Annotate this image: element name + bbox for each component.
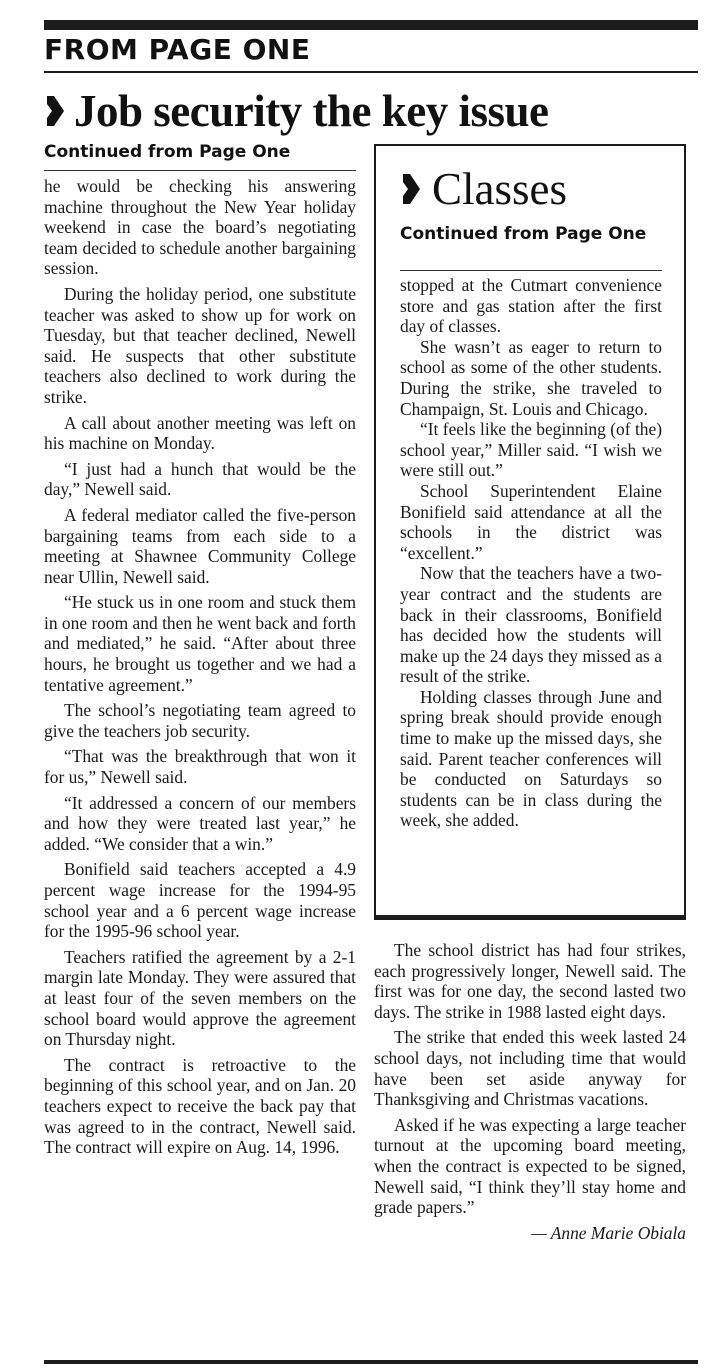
article-paragraph: The school district has had four strikes, each progressively longer, Newell said. The first was for one day, the second lasted two days. The strike in 1988 lasted eight days.	[374, 940, 686, 1022]
article-paragraph: “I just had a hunch that would be the day,” Newell said.	[44, 458, 356, 500]
article-paragraph: She wasn’t as eager to return to school as some of the other students. During the strike, she traveled to Champaign, St. Louis and Chicago.	[400, 336, 662, 419]
sidebar-headline	[400, 160, 567, 220]
byline: — Anne Marie Obiala	[531, 1222, 686, 1243]
article-paragraph: Holding classes through June and spring break should provide enough time to make up the missed days, she said. Parent teacher conferences will be conducted on Saturdays so students can be in class during the week, she added.	[400, 686, 662, 831]
main-continued-label: Continued from Page One	[44, 142, 291, 162]
article-paragraph: “It feels like the beginning (of the) school year,” Miller said. “I wish we were still out.”	[400, 419, 662, 481]
article-paragraph: “It addressed a concern of our members and how they were treated last year,” he added. “We consider that a win.”	[44, 792, 356, 854]
arrow-bullet-icon	[44, 82, 66, 144]
article-paragraph: “That was the breakthrough that won it for us,” Newell said.	[44, 746, 356, 788]
article-paragraph: “He stuck us in one room and stuck them in one room and then he went back and forth and mediated,” he said. “After about three hours, he brought us together and we had a tentative agreement.”	[44, 592, 356, 695]
article-paragraph: Bonifield said teachers accepted a 4.9 percent wage increase for the 1994-95 school year and a 6 percent wage increase for the 1995-96 school year.	[44, 859, 356, 942]
article-paragraph: School Superintendent Elaine Bonifield said attendance at all the schools in the district was “excellent.”	[400, 480, 662, 563]
sidebar-story-body	[400, 275, 662, 831]
top-rule	[44, 20, 698, 30]
section-rule	[44, 71, 698, 73]
sidebar-continued-rule	[400, 270, 662, 271]
article-paragraph: Teachers ratified the agreement by a 2-1 margin late Monday. They were assured that at least four of the seven members on the school board would approve the agreement on Thursday night.	[44, 946, 356, 1050]
main-story-continuation-column	[374, 940, 686, 1248]
main-continued-rule	[44, 170, 356, 171]
article-paragraph: The contract is retroactive to the beginning of this school year, and on Jan. 20 teachers expect to receive the back pay that was agreed to in the contract, Newell said. The contract will expire on Aug. 14, 1996.	[44, 1054, 356, 1158]
article-paragraph: The school’s negotiating team agreed to give the teachers job security.	[44, 700, 356, 741]
main-story-column	[44, 176, 356, 1163]
arrow-bullet-icon	[400, 162, 422, 220]
bottom-rule	[44, 1360, 698, 1364]
article-paragraph: Asked if he was expecting a large teacher turnout at the upcoming board meeting, when the contract is expected to be signed, Newell said, “I think they’ll stay home and grade papers.”	[374, 1114, 686, 1218]
classes-sidebar-box	[374, 144, 686, 920]
main-headline	[44, 80, 698, 144]
article-paragraph: The strike that ended this week lasted 24 school days, not including time that would have been set aside anyway for Thanksgiving and Christmas vacations.	[374, 1027, 686, 1110]
article-paragraph: A federal mediator called the five-person bargaining teams from each side to a meeting at Shawnee Community College near Ullin, Newell said.	[44, 504, 356, 587]
article-paragraph: he would be checking his answering machine throughout the New Year holiday weekend in case the board’s negotiating team decided to schedule another bargaining session.	[44, 176, 356, 279]
article-paragraph: During the holiday period, one substitute teacher was asked to show up for work on Tuesday, but that teacher declined, Newell said. He suspects that other substitute teachers also declined to work during the strike.	[44, 283, 356, 407]
sidebar-continued-label: Continued from Page One	[400, 224, 647, 244]
sidebar-headline-text: Classes	[432, 164, 567, 214]
article-paragraph: stopped at the Cutmart convenience store and gas station after the first day of classes.	[400, 275, 662, 337]
article-paragraph: A call about another meeting was left on his machine on Monday.	[44, 412, 356, 454]
section-label: FROM PAGE ONE	[44, 33, 311, 66]
article-paragraph: Now that the teachers have a two-year contract and the students are back in their classrooms, Bonifield has decided how the students will make up the 24 days they missed as a result of the strike.	[400, 563, 662, 687]
main-headline-text: Job security the key issue	[74, 86, 549, 136]
